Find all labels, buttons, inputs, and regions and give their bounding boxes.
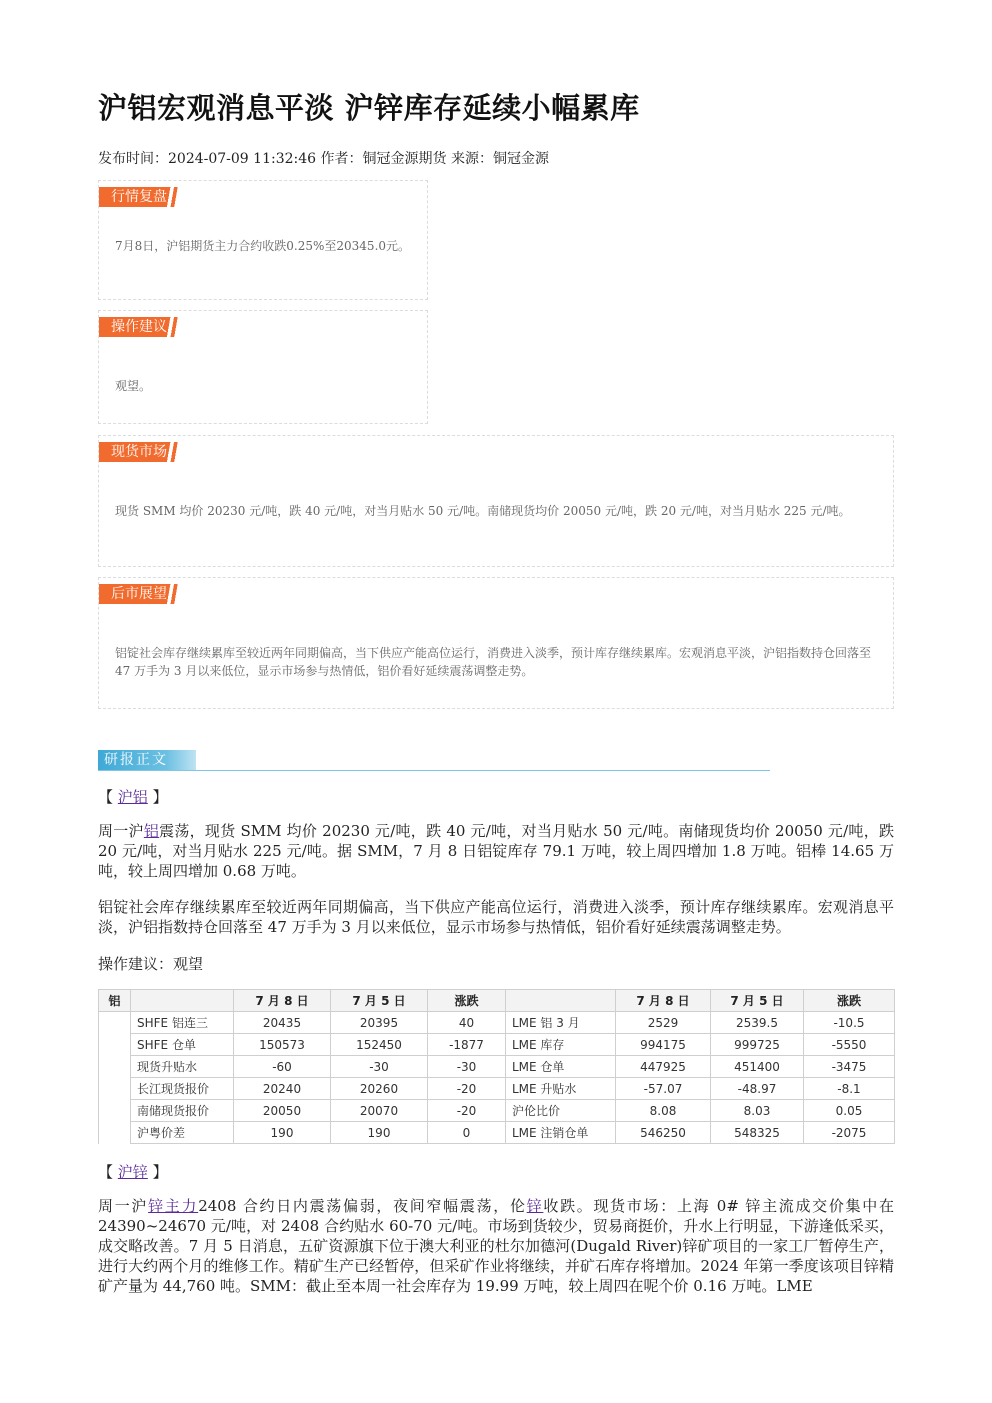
al-inline-link[interactable]: 铝 [143, 822, 160, 840]
table-cell: -30 [428, 1056, 506, 1078]
table-cell: 沪伦比价 [506, 1100, 616, 1122]
table-cell: 8.08 [616, 1100, 711, 1122]
table-cell: 0 [428, 1122, 506, 1144]
zn-link[interactable]: 沪锌 [117, 1163, 148, 1181]
table-cell: 8.03 [711, 1100, 804, 1122]
text: 周一沪 [98, 1197, 149, 1215]
table-cell-blank [99, 1100, 131, 1122]
al-link[interactable]: 沪铝 [117, 788, 148, 806]
table-cell: LME 库存 [506, 1034, 616, 1056]
zn-paragraph-1 [98, 1196, 894, 1296]
table-row [99, 1056, 895, 1078]
table-header: 涨跌 [804, 990, 895, 1012]
page-title: 沪铝宏观消息平淡 沪锌库存延续小幅累库 [98, 91, 640, 125]
al-paragraph-1 [98, 821, 894, 881]
table-cell: 40 [428, 1012, 506, 1034]
table-cell: 20240 [234, 1078, 331, 1100]
table-cell: 20260 [331, 1078, 428, 1100]
table-cell-blank [99, 1012, 131, 1034]
table-cell: 994175 [616, 1034, 711, 1056]
table-cell: 0.05 [804, 1100, 895, 1122]
table-header-row [99, 990, 895, 1012]
table-cell: -5550 [804, 1034, 895, 1056]
card-tag: 行情复盘 [99, 187, 187, 207]
al-heading [98, 786, 168, 807]
table-cell: 999725 [711, 1034, 804, 1056]
card-text: 现货 SMM 均价 20230 元/吨，跌 40 元/吨，对当月贴水 50 元/吨。南储现货均价 20050 元/吨，跌 20 元/吨，对当月贴水 225 元/吨。 [115, 504, 851, 518]
table-cell: 20050 [234, 1100, 331, 1122]
card-operation-advice [98, 310, 428, 424]
table-cell: 20070 [331, 1100, 428, 1122]
table-cell: -30 [331, 1056, 428, 1078]
table-row [99, 1122, 895, 1144]
bracket-close: 】 [152, 788, 168, 806]
table-cell: 20395 [331, 1012, 428, 1034]
table-header: 涨跌 [428, 990, 506, 1012]
bracket-open: 【 [98, 1163, 114, 1181]
table-cell-blank [99, 1078, 131, 1100]
table-row [99, 1012, 895, 1034]
table-cell: -2075 [804, 1122, 895, 1144]
table-cell: LME 注销仓单 [506, 1122, 616, 1144]
bracket-close: 】 [152, 1163, 168, 1181]
table-cell-blank [99, 1034, 131, 1056]
table-header: 7 月 5 日 [711, 990, 804, 1012]
table-header [131, 990, 234, 1012]
table-cell: 长江现货报价 [131, 1078, 234, 1100]
table-cell: 2529 [616, 1012, 711, 1034]
card-text: 7月8日，沪铝期货主力合约收跌0.25%至20345.0元。 [115, 239, 411, 253]
table-cell: 190 [331, 1122, 428, 1144]
table-cell: 447925 [616, 1056, 711, 1078]
card-tag: 后市展望 [99, 584, 187, 604]
table-cell: -10.5 [804, 1012, 895, 1034]
table-cell: 150573 [234, 1034, 331, 1056]
card-text: 铝锭社会库存继续累库至较近两年同期偏高，当下供应产能高位运行，消费进入淡季，预计库存继续累库。宏观消息平淡，沪铝指数持仓回落至 47 万手为 3 月以来低位，显示市场参与热情低，铝价看好延续震荡调整走势。 [115, 646, 872, 678]
table-cell: LME 仓单 [506, 1056, 616, 1078]
card-tag: 现货市场 [99, 442, 187, 462]
table-cell: LME 铝 3 月 [506, 1012, 616, 1034]
table-cell: 451400 [711, 1056, 804, 1078]
price-table [98, 989, 895, 1144]
table-header [506, 990, 616, 1012]
table-row [99, 1034, 895, 1056]
table-cell: -48.97 [711, 1078, 804, 1100]
text: 周一沪 [98, 822, 144, 840]
text: 震荡，现货 SMM 均价 20230 元/吨，跌 40 元/吨，对当月贴水 50 元/吨。南储现货均价 20050 元/吨，跌 20 元/吨，对当月贴水 225 元/吨。据 SMM，7 月 8 日铝锭库存 79.1 万吨，较上周四增加 1.8 万吨。铝棒 14.65 万吨，较上周四增加 0.68 万吨。 [98, 822, 894, 880]
table-cell-blank [99, 1056, 131, 1078]
card-tag: 操作建议 [99, 317, 187, 337]
table-cell: 546250 [616, 1122, 711, 1144]
zn-heading [98, 1161, 168, 1182]
table-cell: -3475 [804, 1056, 895, 1078]
table-cell: 548325 [711, 1122, 804, 1144]
card-spot-market [98, 435, 894, 567]
table-cell: -20 [428, 1078, 506, 1100]
card-text: 观望。 [115, 379, 152, 393]
table-header: 7 月 5 日 [331, 990, 428, 1012]
al-paragraph-3: 操作建议：观望 [98, 955, 204, 973]
card-outlook [98, 577, 894, 709]
publish-meta: 发布时间：2024-07-09 11:32:46 作者：铜冠金源期货 来源：铜冠金源 [98, 151, 549, 167]
table-cell: -60 [234, 1056, 331, 1078]
table-cell: 南储现货报价 [131, 1100, 234, 1122]
section-label: 研报正文 [98, 750, 196, 770]
table-cell: 2539.5 [711, 1012, 804, 1034]
table-cell: -57.07 [616, 1078, 711, 1100]
table-cell: 20435 [234, 1012, 331, 1034]
text: 收跌。现货市场：上海 0# 锌主流成交价集中在 24390~24670 元/吨，对 2408 合约贴水 60-70 元/吨。市场到货较少，贸易商挺价，升水上行明显，下游逢低采买，成交略改善。7 月 5 日消息，五矿资源旗下位于澳大利亚的杜尔加德河(Dugald River)锌矿项目的一家工厂暂停生产，进行大约两个月的维修工作。精矿生产已经暂停，但采矿作业将继续，并矿石库存将增加。2024 年第一季度该项目锌精矿产量为 44,760 吨。SMM：截止至本周一社会库存为 19.99 万吨，较上周四在呢个价 0.16 万吨。LME [98, 1197, 894, 1295]
card-market-review [98, 180, 428, 300]
table-cell: -8.1 [804, 1078, 895, 1100]
table-cell: 190 [234, 1122, 331, 1144]
text: 2408 合约日内震荡偏弱，夜间窄幅震荡，伦 [198, 1197, 527, 1215]
zn-inline-link[interactable]: 锌 [526, 1197, 544, 1215]
table-header: 7 月 8 日 [234, 990, 331, 1012]
table-row [99, 1100, 895, 1122]
table-cell: SHFE 铝连三 [131, 1012, 234, 1034]
section-header [98, 749, 770, 771]
table-header: 铝 [99, 990, 131, 1012]
table-cell: -1877 [428, 1034, 506, 1056]
table-cell: LME 升贴水 [506, 1078, 616, 1100]
table-row [99, 1078, 895, 1100]
zn-main-link[interactable]: 锌主力 [148, 1197, 199, 1215]
bracket-open: 【 [98, 788, 114, 806]
table-cell: 152450 [331, 1034, 428, 1056]
table-cell: SHFE 仓单 [131, 1034, 234, 1056]
al-paragraph-2: 铝锭社会库存继续累库至较近两年同期偏高，当下供应产能高位运行，消费进入淡季，预计库存继续累库。宏观消息平淡，沪铝指数持仓回落至 47 万手为 3 月以来低位，显示市场参与热情低，铝价看好延续震荡调整走势。 [98, 898, 894, 936]
table-cell: -20 [428, 1100, 506, 1122]
table-cell: 现货升贴水 [131, 1056, 234, 1078]
table-cell-blank [99, 1122, 131, 1144]
table-header: 7 月 8 日 [616, 990, 711, 1012]
table-cell: 沪粤价差 [131, 1122, 234, 1144]
